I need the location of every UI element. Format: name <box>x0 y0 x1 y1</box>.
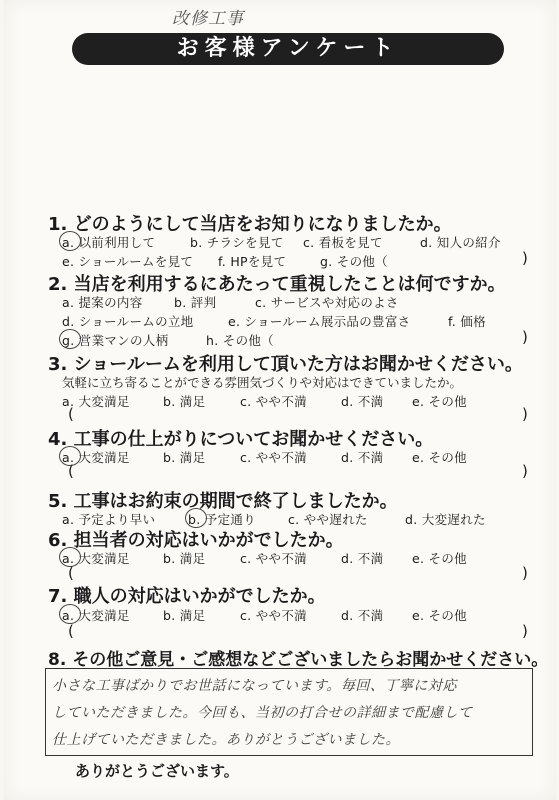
q4-option-b[interactable]: b. 満足 <box>163 450 206 465</box>
q7-option-b[interactable]: b. 満足 <box>163 608 206 623</box>
q3-paren-close: ) <box>522 405 528 423</box>
q7-option-e[interactable]: e. その他 <box>412 608 467 623</box>
q6-paren-open: ( <box>68 564 74 582</box>
comment-line-3: 仕上げていただきました。ありがとうございました。 <box>52 732 400 748</box>
q7-paren-open: ( <box>68 622 74 640</box>
q6-option-d[interactable]: d. 不満 <box>341 551 384 566</box>
q2-option-b[interactable]: b. 評判 <box>174 295 217 310</box>
q3-option-b[interactable]: b. 満足 <box>163 394 206 409</box>
question-1: 1. どのようにして当店をお知りになりましたか。 <box>48 214 452 235</box>
question-8: 8. その他ご意見・ご感想などございましたらお聞かせください。 <box>48 650 549 670</box>
question-2: 2. 当店を利用するにあたって重視したことは何ですか。 <box>48 274 506 295</box>
q3-option-c[interactable]: c. やや不満 <box>240 394 307 409</box>
q5-selected-mark <box>185 508 207 528</box>
q6-option-b[interactable]: b. 満足 <box>163 551 206 566</box>
question-5: 5. 工事はお約束の期間で終了しましたか。 <box>48 491 398 512</box>
comment-line-1: 小さな工事ばかりでお世話になっています。毎回、丁寧に対応 <box>52 678 457 694</box>
question-3: 3. ショールームを利用して頂いた方はお聞かせください。 <box>48 354 523 375</box>
survey-title: お客様アンケート <box>72 33 504 65</box>
q1-option-a[interactable]: a. 以前利用して <box>62 235 156 250</box>
q7-option-a[interactable]: a. 大変満足 <box>62 608 130 623</box>
q2-option-f[interactable]: f. 価格 <box>448 314 486 329</box>
q4-paren-open: ( <box>68 462 74 480</box>
comment-line-2: していただきました。今回も、当初の打合せの詳細まで配慮して <box>52 705 473 721</box>
q2-option-h[interactable]: h. その他（ <box>206 333 274 348</box>
q5-option-c[interactable]: c. やや遅れた <box>288 512 368 527</box>
q6-paren-close: ) <box>522 564 528 582</box>
q4-option-a[interactable]: a. 大変満足 <box>62 450 130 465</box>
comment-box[interactable] <box>45 668 533 756</box>
question-7: 7. 職人の対応はいかがでしたか。 <box>48 586 326 607</box>
question-4: 4. 工事の仕上がりについてお聞かせください。 <box>48 429 434 450</box>
q1-option-d[interactable]: d. 知人の紹介 <box>420 235 501 250</box>
q1-option-f[interactable]: f. HPを見て <box>218 254 287 269</box>
q5-option-b[interactable]: b. 予定通り <box>188 512 256 527</box>
q7-selected-mark <box>59 604 81 624</box>
q1-paren-close: ) <box>522 249 528 267</box>
q7-paren-close: ) <box>522 622 528 640</box>
q2-selected-mark <box>59 329 81 349</box>
q4-option-d[interactable]: d. 不満 <box>341 450 384 465</box>
q1-option-b[interactable]: b. チラシを見て <box>190 235 284 250</box>
q4-option-e[interactable]: e. その他 <box>412 450 467 465</box>
q4-paren-close: ) <box>522 462 528 480</box>
thank-you-text: ありがとうございます。 <box>75 762 239 780</box>
q7-option-d[interactable]: d. 不満 <box>341 608 384 623</box>
q1-option-g[interactable]: g. その他（ <box>320 254 388 269</box>
q2-option-e[interactable]: e. ショールーム展示品の豊富さ <box>228 314 411 329</box>
q2-paren-close: ) <box>522 328 528 346</box>
handwritten-header-note: 改修工事 <box>172 9 244 29</box>
q3-option-a[interactable]: a. 大変満足 <box>62 394 130 409</box>
q1-option-e[interactable]: e. ショールームを見て <box>62 254 194 269</box>
q2-option-c[interactable]: c. サービスや対応のよさ <box>255 295 399 310</box>
question-6: 6. 担当者の対応はいかがでしたか。 <box>48 530 344 551</box>
q1-selected-mark <box>59 231 81 251</box>
q5-option-d[interactable]: d. 大変遅れた <box>405 512 486 527</box>
q7-option-c[interactable]: c. やや不満 <box>240 608 307 623</box>
q5-option-a[interactable]: a. 予定より早い <box>62 512 156 527</box>
q3-option-e[interactable]: e. その他 <box>412 394 467 409</box>
q6-option-e[interactable]: e. その他 <box>412 551 467 566</box>
q4-option-c[interactable]: c. やや不満 <box>240 450 307 465</box>
q3-subtext: 気軽に立ち寄ることができる雰囲気づくりや対応はできていましたか。 <box>62 375 463 390</box>
q2-option-d[interactable]: d. ショールームの立地 <box>62 314 194 329</box>
q6-option-a[interactable]: a. 大変満足 <box>62 551 130 566</box>
q3-option-d[interactable]: d. 不満 <box>341 394 384 409</box>
q2-option-g[interactable]: g. 営業マンの人柄 <box>62 333 169 348</box>
q2-option-a[interactable]: a. 提案の内容 <box>62 295 143 310</box>
q6-option-c[interactable]: c. やや不満 <box>240 551 307 566</box>
q1-option-c[interactable]: c. 看板を見て <box>303 235 383 250</box>
q3-paren-open: ( <box>68 405 74 423</box>
